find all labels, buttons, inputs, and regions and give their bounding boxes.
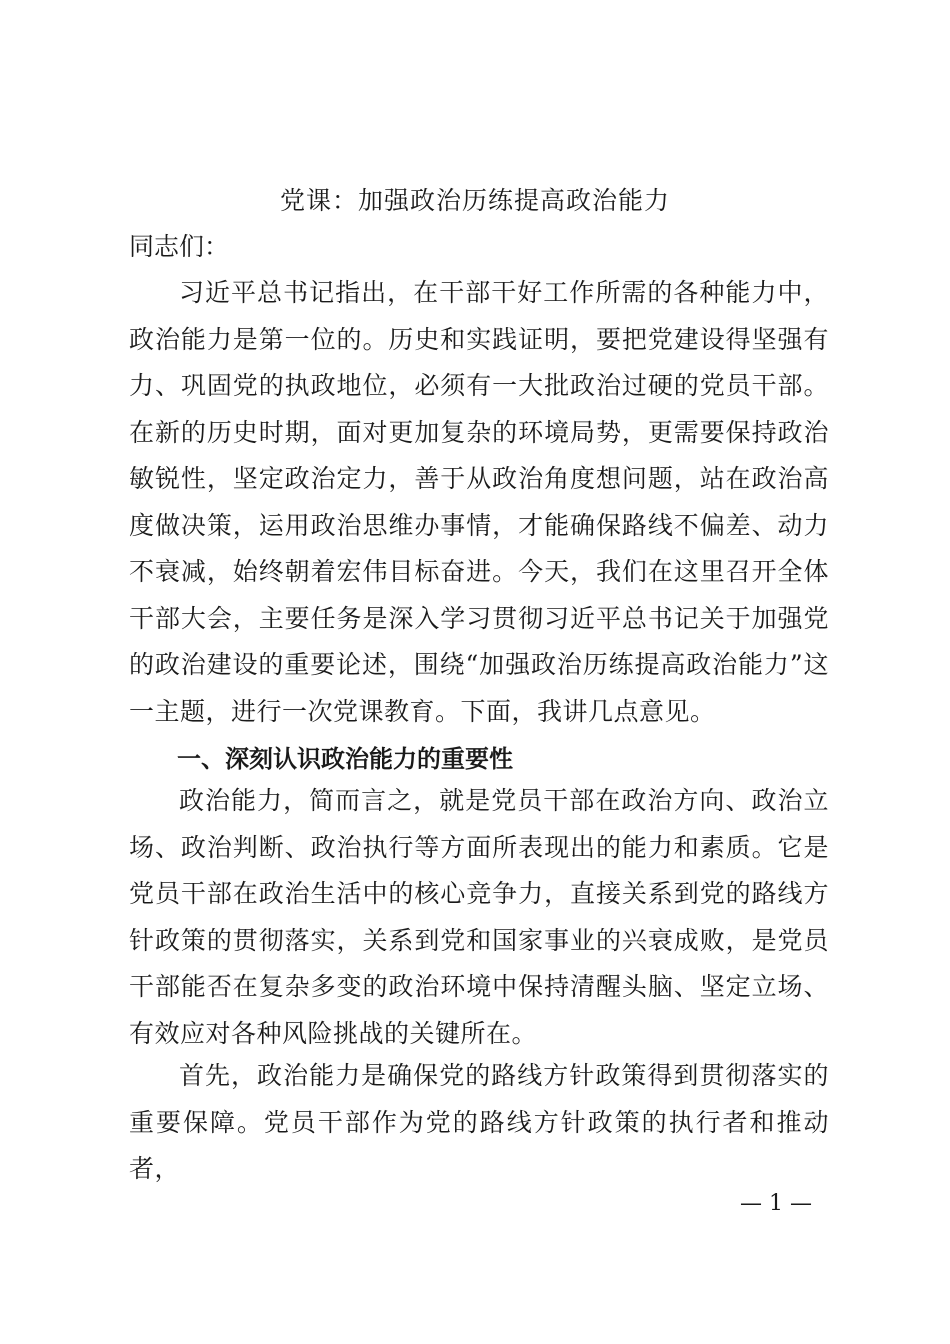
section-heading: 一、深刻认识政治能力的重要性 xyxy=(177,745,513,773)
paragraph-intro: 习近平总书记指出，在干部干好工作所需的各种能力中，政治能力是第一位的。历史和实践证明，要把党建设得坚强有力、巩固党的执政地位，必须有一大批政治过硬的党员干部。在新的历史时期，面对更加复杂的环境局势，更需要保持政治敏锐性，坚定政治定力，善于从政治角度想问题，站在政治高度做决策，运用政治思维办事情，才能确保路线不偏差、动力不衰减，始终朝着宏伟目标奋进。今天，我们在这里召开全体干部大会，主要任务是深入学习贯彻习近平总书记关于加强党的政治建设的重要论述，围绕“加强政治历练提高政治能力”这一主题，进行一次党课教育。下面，我讲几点意见。 xyxy=(129,278,829,726)
document-title: 党课：加强政治历练提高政治能力 xyxy=(279,186,670,215)
page-number: — 1 — xyxy=(740,1191,812,1216)
paragraph-first-point: 首先，政治能力是确保党的路线方针政策得到贯彻落实的重要保障。党员干部作为党的路线方针政策的执行者和推动者， xyxy=(129,1061,829,1183)
salutation: 同志们： xyxy=(129,232,230,261)
paragraph-definition: 政治能力，简而言之，就是党员干部在政治方向、政治立场、政治判断、政治执行等方面所表现出的能力和素质。它是党员干部在政治生活中的核心竞争力，直接关系到党的路线方针政策的贯彻落实，关系到党和国家事业的兴衰成败，是党员干部能否在复杂多变的政治环境中保持清醒头脑、坚定立场、有效应对各种风险挑战的关键所在。 xyxy=(129,786,829,1048)
